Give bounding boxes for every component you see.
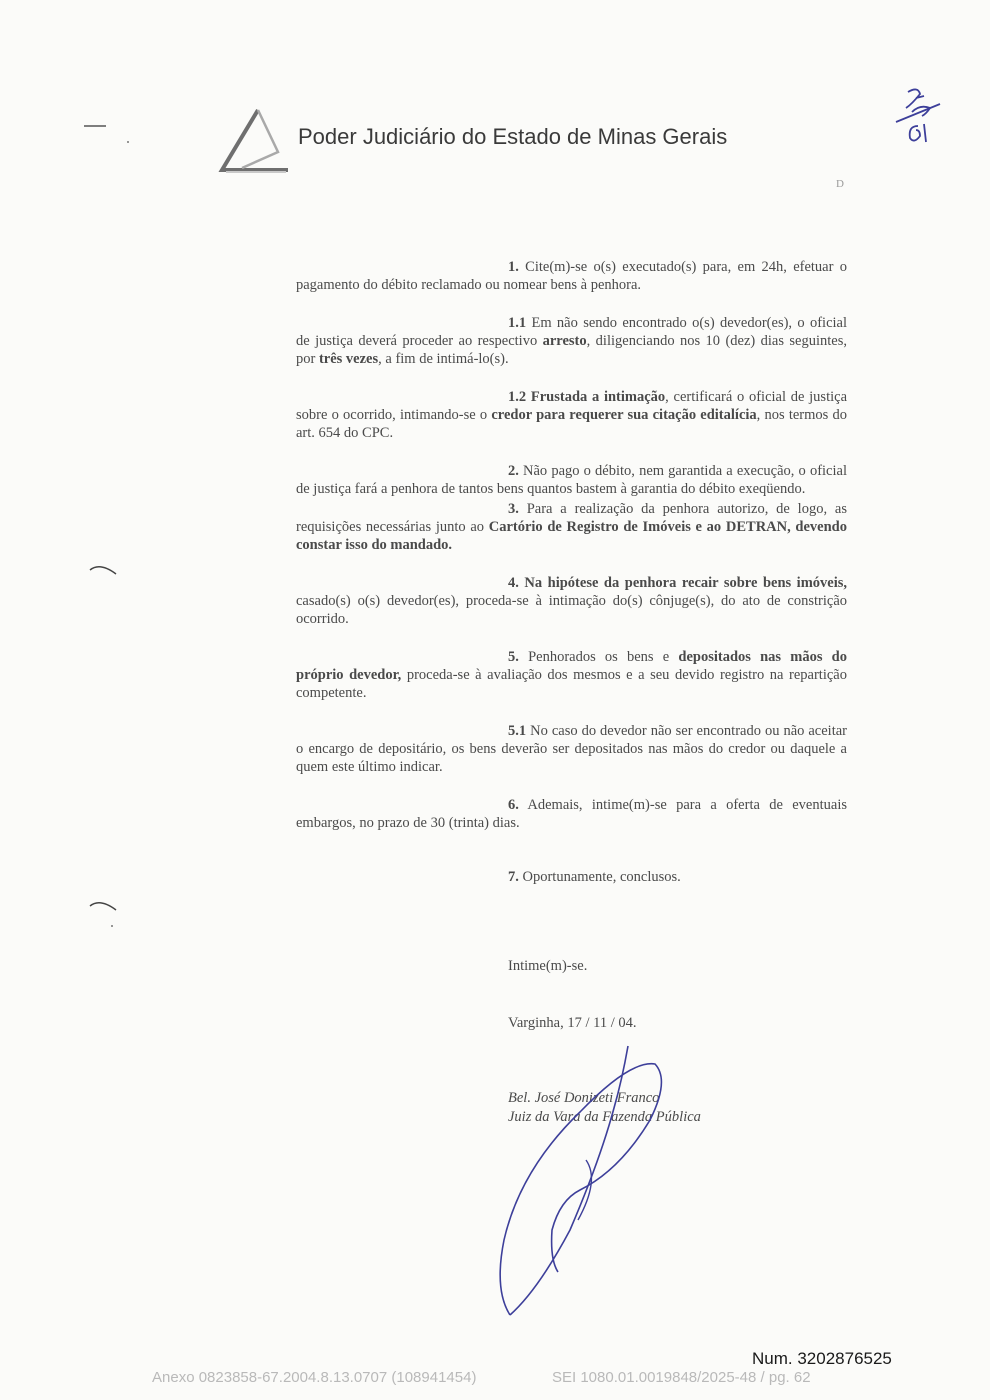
paragraph-text: três vezes [318, 351, 379, 367]
paragraph-number: 3. [508, 501, 519, 517]
decision-body [296, 258, 847, 886]
intime-line: Intime(m)-se. [508, 958, 588, 974]
paragraph-text: , nos termos do art. 654 do CPC. [296, 407, 847, 441]
paragraph-text: , diligenciando nos 10 (dez) dias seguintes, por [296, 333, 847, 367]
paragraph-text: , a fim de intimá-lo(s). [378, 351, 509, 367]
paragraph-1-1 [296, 314, 847, 368]
paragraph-text: Cartório de Registro de Imóveis e ao DETRAN, devendo constar isso do mandado. [296, 519, 847, 553]
paragraph-4 [296, 574, 847, 628]
paragraph-3 [296, 500, 847, 554]
date-line: Varginha, 17 / 11 / 04. [508, 1015, 637, 1031]
paragraph-text: No caso do devedor não ser encontrado ou não aceitar o encargo de depositário, os bens deverão ser depositados nas mãos do credor ou daquele a quem este último indicar. [296, 723, 847, 775]
paragraph-5-1 [296, 722, 847, 776]
paragraph-text: Cite(m)-se o(s) executado(s) para, em 24h, efetuar o pagamento do débito reclamado ou nomear bens à penhora. [296, 259, 847, 293]
paragraph-text: Oportunamente, conclusos. [518, 869, 681, 885]
paragraph-text: , certificará o oficial de justiça sobre o ocorrido, intimando-se o [296, 389, 848, 423]
handwritten-signature [490, 1040, 680, 1320]
paragraph-text: Não pago o débito, nem garantida a execução, o oficial de justiça fará a penhora de tantos bens quantos bastem à garantia do débito exeqüendo. [296, 463, 847, 497]
paragraph-text: casado(s) o(s) devedor(es), proceda-se à intimação do(s) cônjuge(s), do ato de constrição ocorrido. [296, 593, 847, 627]
paragraph-text: arresto [542, 333, 587, 349]
paragraph-text: Na hipótese da penhora recair sobre bens imóveis, [524, 575, 848, 591]
paragraph-text: credor para requerer sua citação editalícia [491, 407, 757, 423]
scan-mark-middle [88, 556, 124, 586]
paragraph-number: 7. [508, 869, 519, 885]
scan-mark-bottom [88, 896, 124, 932]
paragraph-2 [296, 462, 847, 498]
footer-sei: SEI 1080.01.0019848/2025-48 / pg. 62 [552, 1369, 811, 1386]
paragraph-text: Penhorados os bens e [518, 649, 679, 665]
paragraph-number: 1. [508, 259, 519, 275]
paragraph-number: 6. [508, 797, 519, 813]
paragraph-text: Ademais, intime(m)-se para a oferta de eventuais embargos, no prazo de 30 (trinta) dias. [296, 797, 847, 831]
paragraph-1 [296, 258, 847, 294]
paragraph-text: depositados nas mãos do próprio devedor, [296, 649, 847, 683]
signer-role: Juiz da Vara da Fazenda Pública [508, 1109, 701, 1125]
corner-mark: D [836, 178, 844, 190]
paragraph-text: Em não sendo encontrado o(s) devedor(es), o oficial de justiça deverá proceder ao respectivo [296, 315, 847, 349]
paragraph-number: 2. [508, 463, 519, 479]
paragraph-text: proceda-se à avaliação dos mesmos e a seu devido registro na repartição competente. [296, 667, 847, 701]
paragraph-text: Frustada a intimação [530, 389, 666, 405]
paragraph-number: 1.2 [508, 389, 527, 405]
paragraph-number: 5.1 [508, 723, 527, 739]
paragraph-7 [296, 868, 847, 886]
footer-anexo: Anexo 0823858-67.2004.8.13.0707 (108941454) [152, 1369, 477, 1386]
court-header-title: Poder Judiciário do Estado de Minas Gerais [298, 124, 728, 149]
document-number: Num. 3202876525 [752, 1349, 892, 1368]
scan-mark-top [82, 120, 142, 150]
handwritten-page-number [890, 82, 950, 150]
paragraph-5 [296, 648, 847, 702]
paragraph-number: 1.1 [508, 315, 527, 331]
paragraph-1-2 [296, 388, 847, 442]
tjmg-logo-icon [218, 108, 290, 174]
paragraph-text: Para a realização da penhora autorizo, de logo, as requisições necessárias junto ao [296, 501, 847, 535]
paragraph-number: 5. [508, 649, 519, 665]
paragraph-number: 4. [508, 575, 519, 591]
paragraph-6 [296, 796, 847, 832]
signer-name: Bel. José Donizeti Franco [508, 1090, 660, 1106]
